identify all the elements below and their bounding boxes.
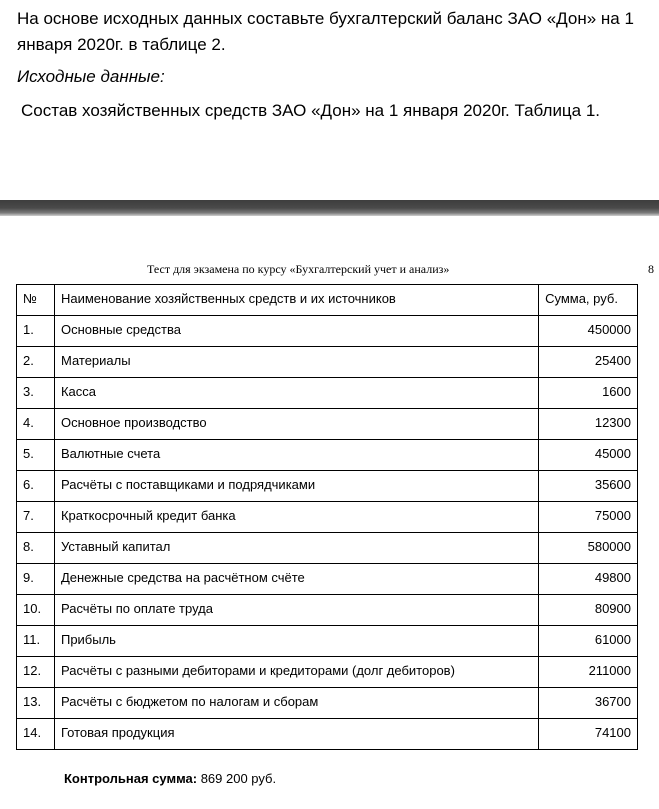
row-name: Денежные средства на расчётном счёте: [54, 564, 538, 595]
table-row: [17, 657, 638, 688]
table-row: [17, 378, 638, 409]
table-row: [17, 316, 638, 347]
row-sum: 80900: [539, 595, 638, 626]
row-sum: 49800: [539, 564, 638, 595]
header-sum: Сумма, руб.: [539, 285, 638, 316]
row-name: Краткосрочный кредит банка: [54, 502, 538, 533]
row-sum: 75000: [539, 502, 638, 533]
page-divider: [0, 200, 659, 216]
assets-table: [16, 284, 638, 750]
row-sum: 211000: [539, 657, 638, 688]
table-row: [17, 440, 638, 471]
table-row: [17, 409, 638, 440]
row-name: Касса: [54, 378, 538, 409]
table-header-row: [17, 285, 638, 316]
row-name: Расчёты с поставщиками и подрядчиками: [54, 471, 538, 502]
row-sum: 25400: [539, 347, 638, 378]
row-sum: 450000: [539, 316, 638, 347]
control-sum-value: 869 200 руб.: [197, 771, 277, 786]
table-row: [17, 626, 638, 657]
row-sum: 45000: [539, 440, 638, 471]
table-row: [17, 719, 638, 750]
row-name: Прибыль: [54, 626, 538, 657]
row-num: 4.: [17, 409, 55, 440]
row-num: 7.: [17, 502, 55, 533]
header-num: №: [17, 285, 55, 316]
row-num: 5.: [17, 440, 55, 471]
table-row: [17, 502, 638, 533]
page-number: 8: [648, 262, 654, 276]
row-name: Расчёты с бюджетом по налогам и сборам: [54, 688, 538, 719]
row-name: Расчёты с разными дебиторами и кредиторами (долг дебиторов): [54, 657, 538, 688]
control-sum: [64, 771, 276, 786]
task-text: На основе исходных данных составьте бухгалтерский баланс ЗАО «Дон» на 1 января 2020г. в таблице 2.: [17, 9, 634, 54]
row-sum: 61000: [539, 626, 638, 657]
row-sum: 35600: [539, 471, 638, 502]
row-sum: 36700: [539, 688, 638, 719]
row-num: 11.: [17, 626, 55, 657]
row-sum: 1600: [539, 378, 638, 409]
page-header: [0, 262, 659, 278]
table-body: [17, 316, 638, 750]
row-name: Валютные счета: [54, 440, 538, 471]
header-name: Наименование хозяйственных средств и их источников: [54, 285, 538, 316]
row-name: Основные средства: [54, 316, 538, 347]
row-num: 14.: [17, 719, 55, 750]
row-name: Материалы: [54, 347, 538, 378]
table-caption: Состав хозяйственных средств ЗАО «Дон» на 1 января 2020г. Таблица 1.: [21, 101, 601, 120]
table-row: [17, 471, 638, 502]
table-row: [17, 533, 638, 564]
row-num: 10.: [17, 595, 55, 626]
row-sum: 74100: [539, 719, 638, 750]
row-num: 3.: [17, 378, 55, 409]
row-num: 2.: [17, 347, 55, 378]
row-num: 8.: [17, 533, 55, 564]
row-sum: 580000: [539, 533, 638, 564]
row-name: Расчёты по оплате труда: [54, 595, 538, 626]
table-row: [17, 595, 638, 626]
row-num: 1.: [17, 316, 55, 347]
row-name: Готовая продукция: [54, 719, 538, 750]
row-name: Уставный капитал: [54, 533, 538, 564]
row-name: Основное производство: [54, 409, 538, 440]
control-sum-label: Контрольная сумма:: [64, 771, 198, 786]
row-num: 12.: [17, 657, 55, 688]
page-header-title: Тест для экзамена по курсу «Бухгалтерский учет и анализ»: [147, 262, 450, 276]
table-row: [17, 564, 638, 595]
table-row: [17, 688, 638, 719]
table-row: [17, 347, 638, 378]
row-num: 9.: [17, 564, 55, 595]
row-sum: 12300: [539, 409, 638, 440]
row-num: 6.: [17, 471, 55, 502]
source-data-heading: Исходные данные:: [17, 67, 165, 86]
row-num: 13.: [17, 688, 55, 719]
